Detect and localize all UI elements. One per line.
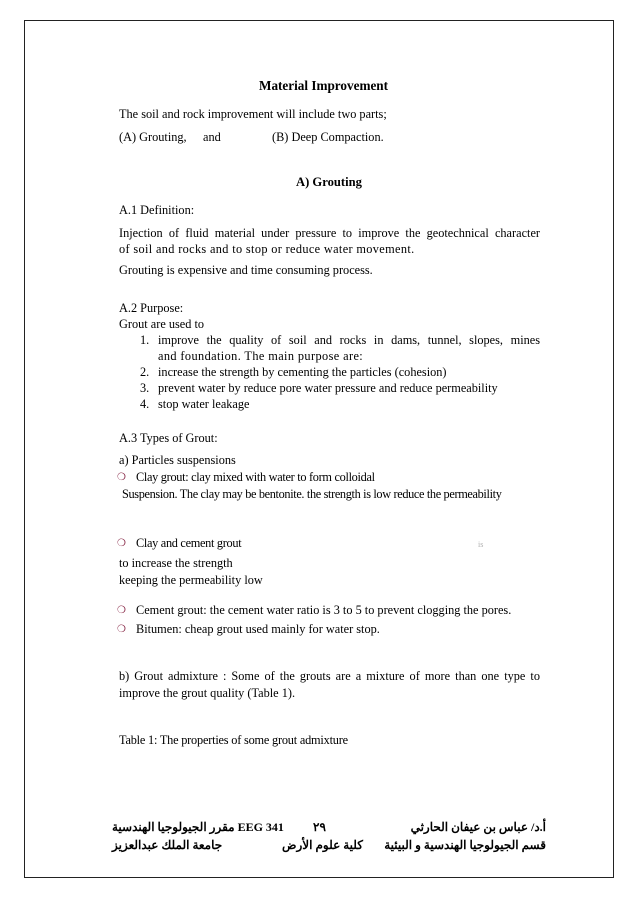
page-title: Material Improvement	[259, 78, 389, 93]
and-label: and	[203, 130, 221, 144]
clay-grout-line-1: Clay grout: clay mixed with water to form colloidal	[136, 470, 375, 484]
purpose-lead: Grout are used to	[119, 317, 205, 331]
footer-university: جامعة الملك عبدالعزيز	[112, 838, 223, 852]
definition-heading: A.1 Definition:	[119, 203, 195, 217]
footer-faculty: كلية علوم الأرض	[282, 838, 363, 852]
clay-cement-grout: Clay and cement grout	[136, 536, 242, 550]
purpose-item-2-text: increase the strength by cementing the particles (cohesion)	[158, 365, 447, 379]
bullet-icon: ❍	[117, 472, 126, 483]
purpose-item-4-number: 4.	[140, 397, 150, 411]
bitumen-grout: Bitumen: cheap grout used mainly for water stop.	[136, 622, 380, 636]
purpose-item-2-number: 2.	[140, 365, 150, 379]
definition-line-1: Injection of fluid material under pressure to improve the geotechnical character	[119, 226, 540, 240]
footer-author: أ.د/ عباس بن عيفان الحارثي	[410, 820, 546, 834]
clay-grout-line-2: Suspension. The clay may be bentonite. the strength is low reduce the permeability	[122, 487, 502, 501]
admixture-line-2: improve the grout quality (Table 1).	[119, 686, 296, 700]
faint-mark: is	[478, 540, 484, 549]
definition-line-3: Grouting is expensive and time consuming process.	[119, 263, 373, 277]
types-heading: A.3 Types of Grout:	[119, 431, 218, 445]
intro-text: The soil and rock improvement will include two parts;	[119, 107, 387, 121]
part-a-label: (A) Grouting,	[119, 130, 187, 144]
clay-cement-line-2: keeping the permeability low	[119, 573, 263, 587]
footer-course: EEG 341 مقرر الجيولوجيا الهندسية	[112, 820, 284, 834]
particles-suspensions: a) Particles suspensions	[119, 453, 236, 467]
section-heading: A) Grouting	[296, 175, 362, 189]
purpose-item-1-line-2: and foundation. The main purpose are:	[158, 349, 364, 363]
purpose-item-1-line-1: improve the quality of soil and rocks in dams, tunnel, slopes, mines	[158, 333, 540, 347]
page-border	[24, 20, 614, 878]
admixture-line-1: b) Grout admixture : Some of the grouts are a mixture of more than one type to	[119, 669, 540, 683]
clay-cement-line-1: to increase the strength	[119, 556, 233, 570]
purpose-heading: A.2 Purpose:	[119, 301, 184, 315]
purpose-item-3-number: 3.	[140, 381, 150, 395]
table-caption: Table 1: The properties of some grout admixture	[119, 733, 348, 747]
purpose-item-4-text: stop water leakage	[158, 397, 250, 411]
footer-department: قسم الجيولوجيا الهندسية و البيئية	[384, 838, 546, 852]
bullet-icon: ❍	[117, 624, 126, 635]
footer-page-number: ٢٩	[313, 820, 326, 834]
cement-grout: Cement grout: the cement water ratio is 3 to 5 to prevent clogging the pores.	[136, 603, 512, 617]
part-b-label: (B) Deep Compaction.	[272, 130, 384, 144]
purpose-item-3-text: prevent water by reduce pore water pressure and reduce permeability	[158, 381, 498, 395]
purpose-item-1-number: 1.	[140, 333, 150, 347]
definition-line-2: of soil and rocks and to stop or reduce water movement.	[119, 242, 415, 256]
bullet-icon: ❍	[117, 538, 126, 549]
bullet-icon: ❍	[117, 605, 126, 616]
